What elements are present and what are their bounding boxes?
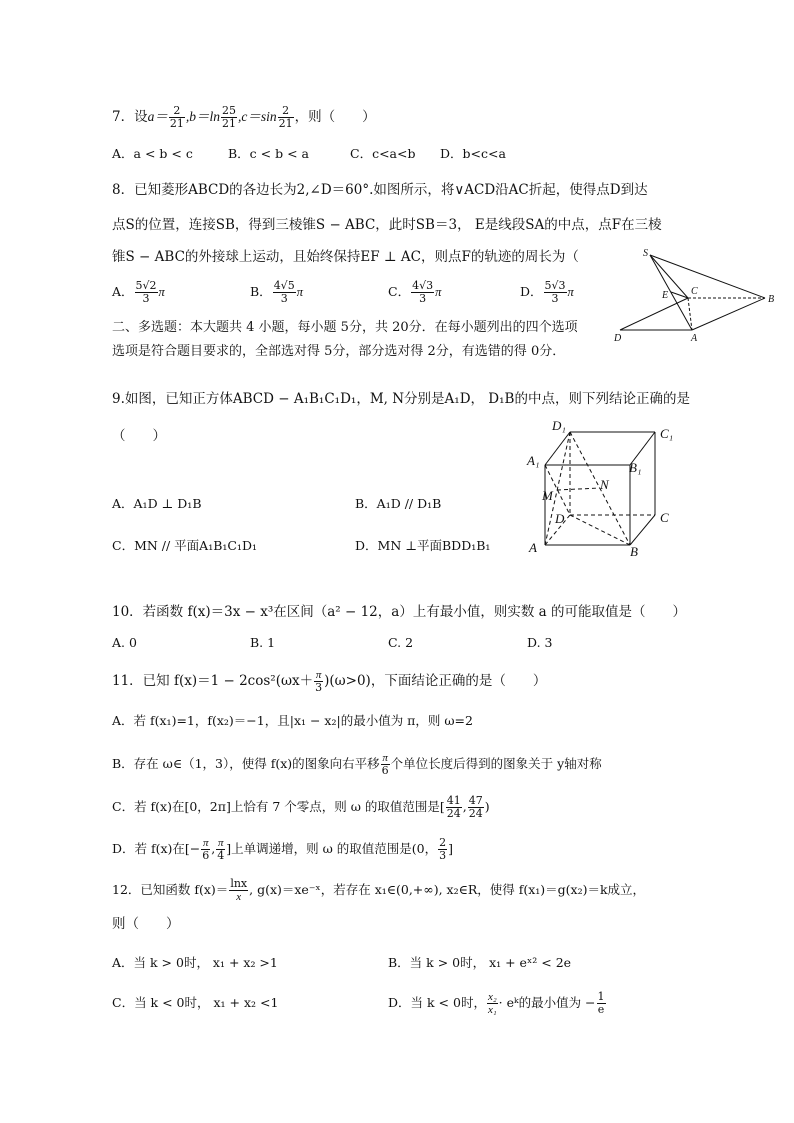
label-m: M <box>542 488 553 503</box>
edge-dc <box>620 298 688 330</box>
q11-option-a: A．若 f(x₁)=1，f(x₂)＝−1，且|x₁ − x₂|的最小值为 π，则 ω=2 <box>112 713 473 728</box>
q9-line-1: 9.如图，已知正方体ABCD − A₁B₁C₁D₁，M, N分别是A₁D， D₁B的中点，则下列结论正确的是 <box>112 391 690 407</box>
edge-sa <box>650 255 692 330</box>
q7-option-a: A．a < b < c <box>112 146 193 161</box>
q8-line-2: 点S的位置，连接SB，得到三棱锥S − ABC，此时SB＝3， E是线段SA的中点，点F在三棱 <box>112 217 662 233</box>
edge-ca <box>688 298 692 330</box>
q9-option-c: C．MN // 平面A₁B₁C₁D₁ <box>112 538 258 553</box>
q11-option-d: D．若 f(x)在[− $\frac{\pi}{6}$ , $\frac{\pi}{4}$ ]上单调递增，则 ω 的取值范围是(0， $\frac{2}{3}$ ] <box>112 836 454 862</box>
label-b: B <box>768 294 775 305</box>
label-d: D <box>614 333 622 344</box>
label-c: C <box>691 286 698 297</box>
q11-stem: 11．已知 f(x)＝1 − 2cos²(ωx＋ $\frac{\pi}{3}$ )(ω>0)，下面结论正确的是（ ） <box>112 669 547 694</box>
q7-option-b: B．c < b < a <box>228 146 309 161</box>
q10-option-a: A. 0 <box>112 635 137 650</box>
q8-line-3: 锥S − ABC的外接球上运动，且始终保持EF ⊥ AC，则点F的轨迹的周长为（ <box>112 249 579 265</box>
q8-option-b: B． $\frac{4√5}{3}$ π <box>250 279 303 305</box>
label-c1: C₁ <box>660 426 674 441</box>
label-e: E <box>662 290 669 301</box>
fraction: $\frac{\pi}{3}$ <box>315 669 323 694</box>
q10-option-b: B. 1 <box>250 635 276 650</box>
q10-option-c: C. 2 <box>388 635 414 650</box>
segment-ec <box>671 292 688 298</box>
q8-line-1: 8．已知菱形ABCD的各边长为2,∠D＝60°.如图所示，将∨ACD沿AC折起，使得点D到达 <box>112 182 648 198</box>
label-b: B <box>630 544 638 559</box>
q9-option-b: B．A₁D // D₁B <box>355 496 442 511</box>
q12-line-2: 则（ ） <box>112 916 180 932</box>
q12-option-d: D．当 k < 0时， $\frac{\text{x₂}}{\text{x₁}}$ · eᵏ的最小值为 − $\frac{1}{e}$ <box>388 990 605 1016</box>
q8-option-c: C． $\frac{4√3}{3}$ π <box>388 279 442 305</box>
q8-option-a: A． $\frac{5√2}{3}$ π <box>112 279 165 305</box>
label-d: D <box>555 511 565 526</box>
fraction: $\frac{2}{21}$ <box>169 104 184 130</box>
q7-option-c: C．c<a<b <box>350 146 416 161</box>
q9-option-a: A．A₁D ⊥ D₁B <box>112 496 202 511</box>
fraction: $\frac{25}{21}$ <box>221 104 236 130</box>
q12-stem: 12．已知函数 f(x)＝ $\frac{\ln x}{x}$ , g(x)＝xe⁻ˣ，若存在 x₁∈(0,+∞), x₂∈R，使得 f(x₁)＝g(x₂)＝k成立， <box>112 877 646 903</box>
q12-option-a: A．当 k > 0时， x₁ + x₂ >1 <box>112 955 278 970</box>
label-a: A <box>529 540 537 555</box>
q12-option-c: C．当 k < 0时， x₁ + x₂ <1 <box>112 995 279 1010</box>
label-n: N <box>600 477 609 492</box>
edge-ab <box>692 298 765 330</box>
q8-option-d: D． $\frac{5√3}{3}$ π <box>520 279 574 305</box>
label-b1: B₁ <box>629 460 642 475</box>
fraction: $\frac{2}{21}$ <box>278 104 293 130</box>
section-2-line-1: 二、多选题：本大题共 4 小题，每小题 5分，共 20分．在每小题列出的四个选项 <box>112 320 578 335</box>
q10-option-d: D. 3 <box>527 635 553 650</box>
label-d1: D₁ <box>552 418 566 433</box>
q11-option-c: C．若 f(x)在[0，2π]上恰有 7 个零点，则 ω 的取值范围是[ $\frac{41}{24}$ , $\frac{47}{24}$ ) <box>112 794 490 820</box>
q7-option-d: D．b<c<a <box>440 146 506 161</box>
section-2-line-2: 选项是符合题目要求的，全部选对得 5分，部分选对得 2分，有选错的得 0分． <box>112 344 566 359</box>
q9-option-d: D．MN ⊥平面BDD₁B₁ <box>355 538 491 553</box>
q10-stem: 10．若函数 f(x)＝3x − x³在区间（a² − 12，a）上有最小值，则实数 a 的可能取值是（ ） <box>112 604 686 620</box>
q9-line-2: （ ） <box>112 428 166 444</box>
edge-sc <box>650 255 688 298</box>
q11-option-b: B．存在 ω∈（1，3），使得 f(x)的图象向右平移 $\frac{\pi}{6}$ 个单位长度后得到的图象关于 y轴对称 <box>112 752 602 777</box>
label-s: S <box>643 248 648 259</box>
q7-stem: 7．设a＝ $\frac{2}{21}$ ,b＝ln $\frac{25}{21}$ ,c＝sin $\frac{2}{21}$ ，则（ ） <box>112 104 376 130</box>
label-a: A <box>691 333 698 344</box>
label-c: C <box>660 510 669 525</box>
edge-sb <box>650 255 765 298</box>
q12-option-b: B．当 k > 0时， x₁ + eˣ² < 2e <box>388 955 572 970</box>
label-a1: A₁ <box>527 453 540 468</box>
